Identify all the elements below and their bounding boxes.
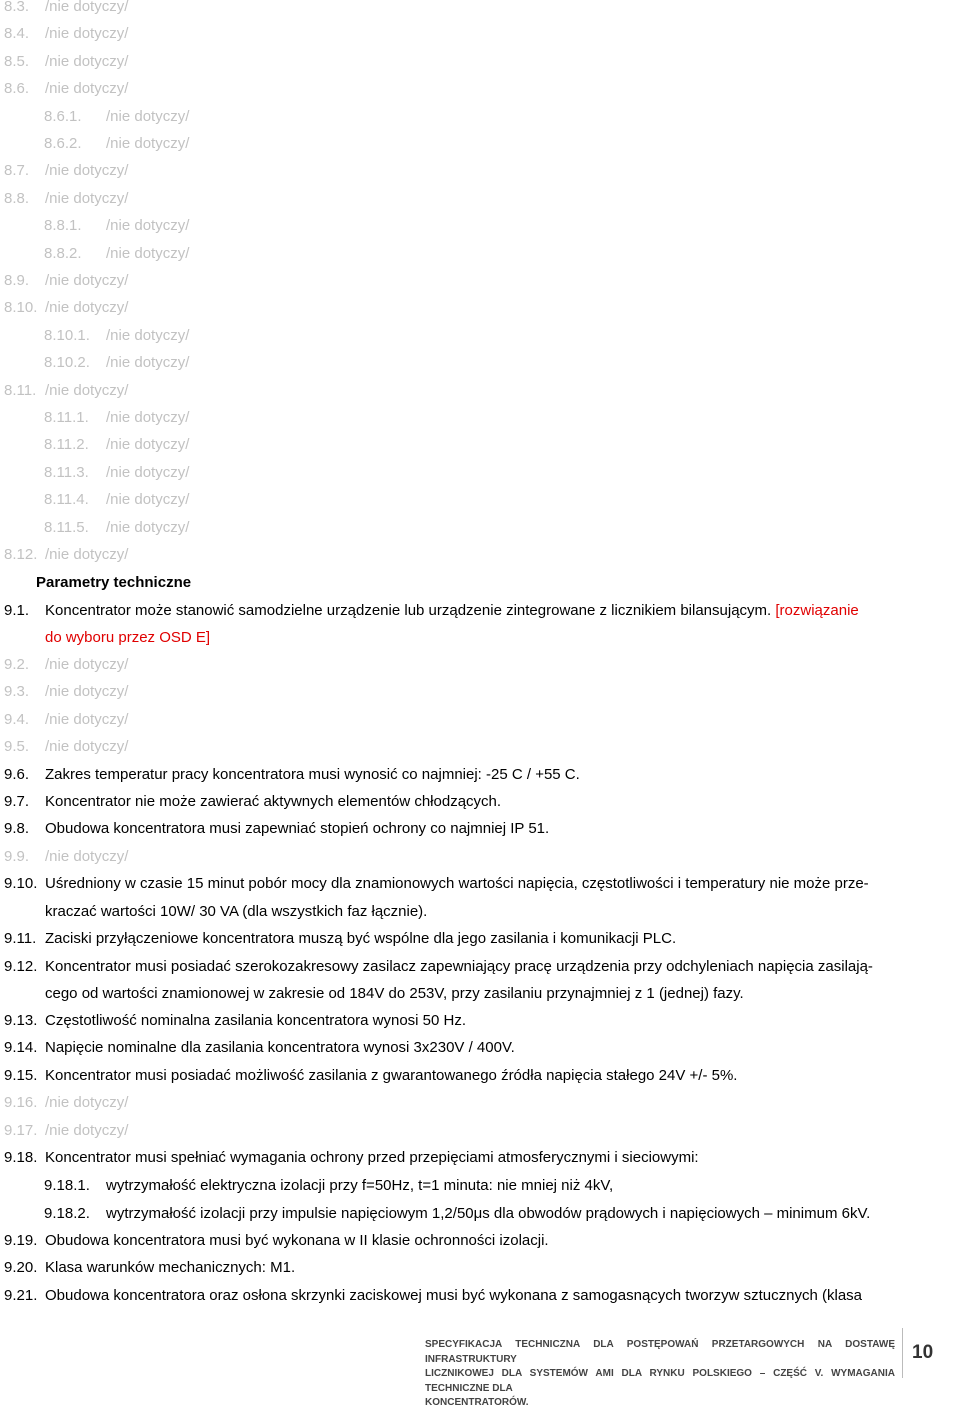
item-text: /nie dotyczy/ <box>45 80 129 98</box>
item-text: /nie dotyczy/ <box>106 326 190 344</box>
item-number: 9.1. <box>4 602 30 619</box>
item-number: 9.2. <box>4 656 30 673</box>
page-number: 10 <box>912 1342 934 1363</box>
item-text: Koncentrator musi posiadać szerokozakresowy zasilacz zapewniający pracę urządzenia przy odchyleniach napięcia zasilają- <box>45 958 873 975</box>
item-number: 9.10. <box>4 875 38 892</box>
item-number: 9.8. <box>4 820 30 838</box>
item-number: 8.5. <box>4 52 30 70</box>
item-text: /nie dotyczy/ <box>45 299 129 317</box>
item-text: /nie dotyczy/ <box>45 381 129 399</box>
item-number: 8.10. <box>4 299 38 317</box>
red-note: [rozwiązanie <box>775 602 859 619</box>
item-number: 8.11.5. <box>44 518 89 536</box>
item-number: 9.11. <box>4 930 37 947</box>
item-number: 9.3. <box>4 683 30 701</box>
red-note-continuation: do wyboru przez OSD E] <box>45 629 211 646</box>
item-text: Koncentrator nie może zawierać aktywnych elementów chłodzących. <box>45 793 502 810</box>
item-text: /nie dotyczy/ <box>45 847 129 865</box>
item-text: Klasa warunków mechanicznych: M1. <box>45 1259 296 1277</box>
item-text: Uśredniony w czasie 15 minut pobór mocy dla znamionowych wartości napięcia, częstotliwości i temperatury nie może prze- <box>45 875 869 892</box>
item-number: 9.20. <box>4 1259 38 1277</box>
item-text: /nie dotyczy/ <box>106 244 190 262</box>
item-text: /nie dotyczy/ <box>106 354 190 372</box>
item-text: /nie dotyczy/ <box>106 491 190 509</box>
item-text: Obudowa koncentratora oraz osłona skrzynki zaciskowej musi być wykonana z samogasnących tworzyw sztucznych (klasa <box>45 1286 863 1304</box>
item-number: 9.15. <box>4 1066 38 1084</box>
item-number: 9.7. <box>4 793 30 810</box>
item-text: Obudowa koncentratora musi być wykonana w II klasie ochronności izolacji. <box>45 1232 549 1249</box>
item-number: 8.6.1. <box>44 107 82 125</box>
item-number: 8.11.3. <box>44 463 89 481</box>
item-number: 9.9. <box>4 847 30 865</box>
item-number: 8.11.4. <box>44 491 89 509</box>
item-number: 8.4. <box>4 25 30 43</box>
item-number: 8.8. <box>4 189 30 207</box>
item-text: Zakres temperatur pracy koncentratora musi wynosić co najmniej: -25 C / +55 C. <box>45 765 580 783</box>
item-text: /nie dotyczy/ <box>45 272 129 289</box>
item-text: /nie dotyczy/ <box>45 656 129 673</box>
item-number: 9.18. <box>4 1149 38 1166</box>
item-text: /nie dotyczy/ <box>45 0 129 15</box>
item-text: /nie dotyczy/ <box>45 1094 129 1112</box>
item-number: 8.9. <box>4 272 30 289</box>
item-number: 9.5. <box>4 738 30 756</box>
item-number: 9.12. <box>4 958 38 975</box>
item-text: /nie dotyczy/ <box>45 52 129 70</box>
item-number: 9.6. <box>4 765 30 783</box>
item-text: wytrzymałość izolacji przy impulsie napięciowym 1,2/50μs dla obwodów prądowych i napięciowych – minimum 6kV. <box>106 1205 871 1222</box>
section-heading: Parametry techniczne <box>36 574 192 591</box>
item-text: Częstotliwość nominalna zasilania koncentratora wynosi 50 Hz. <box>45 1012 467 1029</box>
item-text: wytrzymałość elektryczna izolacji przy f=50Hz, t=1 minuta: nie mniej niż 4kV, <box>106 1177 614 1194</box>
item-number: 8.6. <box>4 80 30 98</box>
footer-divider <box>902 1328 903 1378</box>
item-number: 9.17. <box>4 1121 38 1139</box>
item-number: 9.14. <box>4 1039 38 1057</box>
item-number: 9.4. <box>4 710 30 728</box>
item-text: /nie dotyczy/ <box>45 25 129 43</box>
item-text: /nie dotyczy/ <box>45 1121 129 1139</box>
item-number: 9.21. <box>4 1286 38 1304</box>
footer-line: LICZNIKOWEJ DLA SYSTEMÓW AMI DLA RYNKU POLSKIEGO – CZĘŚĆ V. WYMAGANIA TECHNICZNE DLA <box>425 1368 895 1394</box>
item-text: /nie dotyczy/ <box>106 518 190 536</box>
item-text: Koncentrator musi posiadać możliwość zasilania z gwarantowanego źródła napięcia stałego 24V +/- 5%. <box>45 1066 738 1084</box>
item-text: /nie dotyczy/ <box>106 135 190 152</box>
item-text-continuation: cego od wartości znamionowej w zakresie od 184V do 253V, przy zasilaniu przynajmniej z 1 (jednej) fazy. <box>45 985 744 1002</box>
item-text: /nie dotyczy/ <box>106 409 190 426</box>
item-number: 8.11. <box>4 381 37 399</box>
item-number: 8.7. <box>4 162 30 180</box>
item-text: /nie dotyczy/ <box>106 436 190 454</box>
item-text: /nie dotyczy/ <box>45 738 129 756</box>
item-number: 9.16. <box>4 1094 38 1112</box>
item-text: /nie dotyczy/ <box>106 463 190 481</box>
item-text: Koncentrator musi spełniać wymagania ochrony przed przepięciami atmosferycznymi i sieciowymi: <box>45 1149 699 1166</box>
item-number: 8.8.2. <box>44 244 82 262</box>
item-text-continuation: kraczać wartości 10W/ 30 VA (dla wszystkich faz łącznie). <box>45 903 428 920</box>
item-text: Koncentrator może stanowić samodzielne urządzenie lub urządzenie zintegrowane z licznikiem bilansującym. <box>45 602 772 619</box>
item-number: 8.6.2. <box>44 135 82 152</box>
item-number: 8.11.1. <box>44 409 89 426</box>
item-text: /nie dotyczy/ <box>45 683 129 701</box>
item-number: 8.3. <box>4 0 30 15</box>
item-text: /nie dotyczy/ <box>45 546 129 563</box>
item-text: /nie dotyczy/ <box>45 189 129 207</box>
item-text: /nie dotyczy/ <box>106 107 190 125</box>
item-number: 8.11.2. <box>44 436 89 454</box>
footer-line: KONCENTRATORÓW. <box>425 1397 529 1408</box>
item-number: 8.12. <box>4 546 38 563</box>
item-number: 9.18.1. <box>44 1177 90 1194</box>
item-number: 9.19. <box>4 1232 38 1249</box>
footer-line: SPECYFIKACJA TECHNICZNA DLA POSTĘPOWAŃ PRZETARGOWYCH NA DOSTAWĘ INFRASTRUKTURY <box>425 1339 895 1365</box>
item-text: /nie dotyczy/ <box>45 710 129 728</box>
item-text: Obudowa koncentratora musi zapewniać stopień ochrony co najmniej IP 51. <box>45 820 550 838</box>
item-text: Napięcie nominalne dla zasilania koncentratora wynosi 3x230V / 400V. <box>45 1039 515 1057</box>
item-text: /nie dotyczy/ <box>106 217 190 235</box>
item-number: 9.18.2. <box>44 1205 90 1222</box>
item-number: 8.8.1. <box>44 217 82 235</box>
page-footer <box>425 1338 895 1411</box>
item-text: Zaciski przyłączeniowe koncentratora muszą być wspólne dla jego zasilania i komunikacji PLC. <box>45 930 677 947</box>
item-number: 8.10.2. <box>44 354 90 372</box>
item-number: 9.13. <box>4 1012 38 1029</box>
item-number: 8.10.1. <box>44 326 90 344</box>
item-text: /nie dotyczy/ <box>45 162 129 180</box>
